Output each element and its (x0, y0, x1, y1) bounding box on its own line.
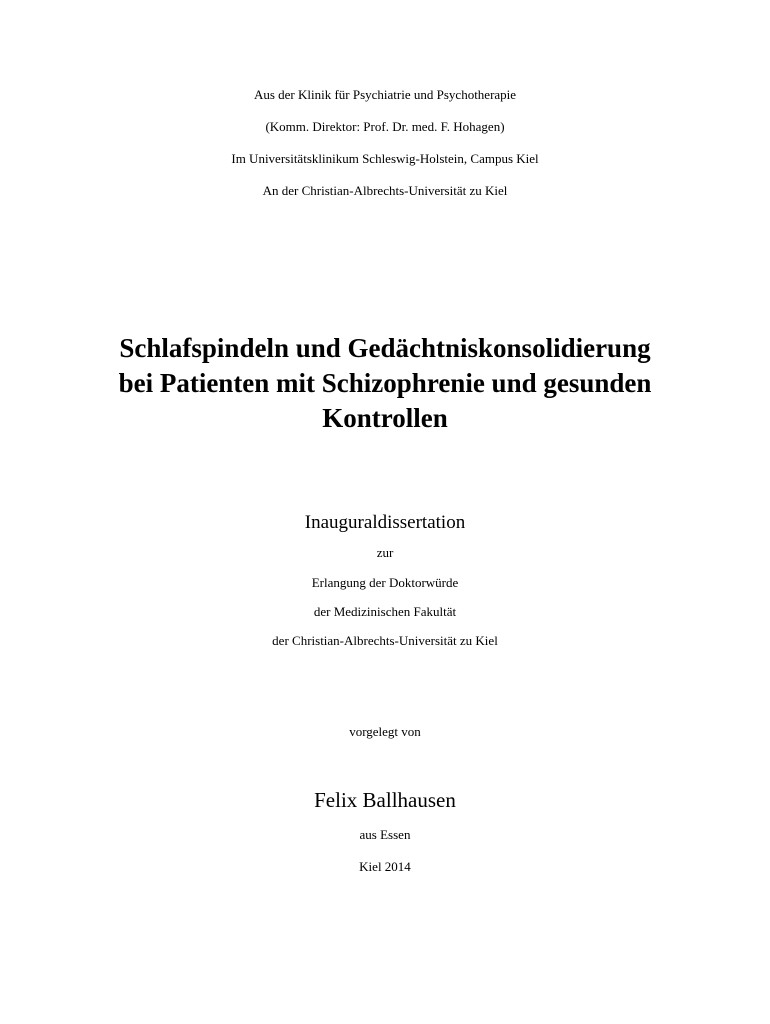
thesis-title-line-2: bei Patienten mit Schizophrenie und gesunden (118, 368, 652, 398)
dissertation-faculty: der Medizinischen Fakultät (313, 604, 457, 619)
dissertation-purpose: Erlangung der Doktorwürde (311, 575, 459, 590)
header-hospital: Im Universitätsklinikum Schleswig-Holstein, Campus Kiel (231, 151, 539, 166)
dissertation-type: Inauguraldissertation (304, 512, 466, 533)
dissertation-zur: zur (376, 545, 394, 560)
thesis-title-line-3: Kontrollen (322, 403, 448, 433)
header-university: An der Christian-Albrechts-Universität zu Kiel (262, 183, 508, 198)
place-year: Kiel 2014 (359, 859, 411, 874)
header-director: (Komm. Direktor: Prof. Dr. med. F. Hohagen) (265, 119, 505, 134)
presented-by: vorgelegt von (349, 724, 421, 739)
author-name: Felix Ballhausen (314, 788, 456, 812)
thesis-title-line-1: Schlafspindeln und Gedächtniskonsolidierung (119, 333, 651, 363)
author-origin: aus Essen (359, 827, 411, 842)
header-clinic: Aus der Klinik für Psychiatrie und Psychotherapie (253, 87, 517, 102)
dissertation-university: der Christian-Albrechts-Universität zu Kiel (272, 633, 498, 648)
